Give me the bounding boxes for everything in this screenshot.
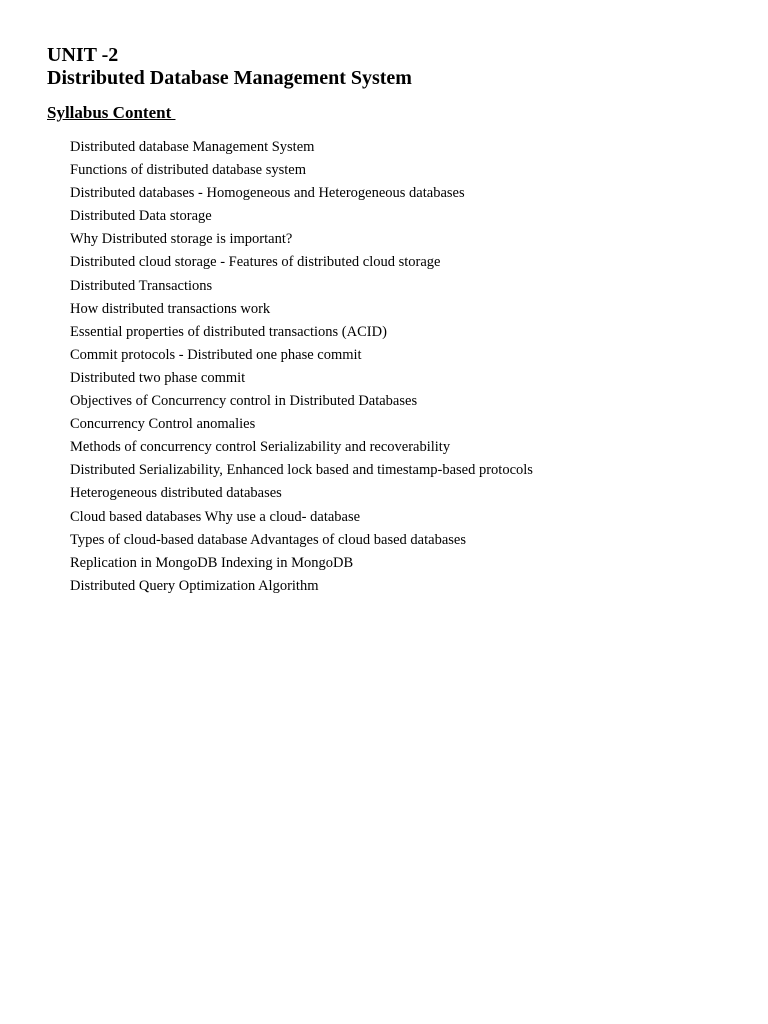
syllabus-item: Distributed database Management System [70,139,315,155]
syllabus-item: Distributed Query Optimization Algorithm [70,577,319,594]
syllabus-item: Why Distributed storage is important? [70,231,293,248]
syllabus-item: How distributed transactions work [70,300,271,317]
syllabus-item: Distributed cloud storage - Features of distributed cloud storage [70,254,441,271]
unit-heading: UNIT -2 [47,44,119,66]
syllabus-item: Heterogeneous distributed databases [70,485,282,502]
document-title: Distributed Database Management System [47,67,412,89]
syllabus-item: Essential properties of distributed transactions (ACID) [70,323,387,340]
syllabus-item: Replication in MongoDB Indexing in MongoDB [70,554,354,571]
section-heading-syllabus: Syllabus Content [47,103,176,122]
syllabus-item: Distributed databases - Homogeneous and Heterogeneous databases [70,185,465,202]
syllabus-item: Functions of distributed database system [70,162,306,179]
syllabus-item: Concurrency Control anomalies [70,416,256,433]
syllabus-item: Distributed Data storage [70,208,212,225]
syllabus-item: Types of cloud-based database Advantages of cloud based databases [70,531,466,548]
syllabus-item: Commit protocols - Distributed one phase commit [70,346,362,363]
syllabus-item: Distributed two phase commit [70,369,246,386]
syllabus-list [70,136,533,598]
syllabus-item: Distributed Serializability, Enhanced lock based and timestamp-based protocols [70,462,533,479]
syllabus-item: Methods of concurrency control Serializability and recoverability [70,439,451,456]
syllabus-item: Distributed Transactions [70,277,213,294]
syllabus-item: Cloud based databases Why use a cloud- database [70,508,361,525]
syllabus-item: Objectives of Concurrency control in Distributed Databases [70,393,418,410]
